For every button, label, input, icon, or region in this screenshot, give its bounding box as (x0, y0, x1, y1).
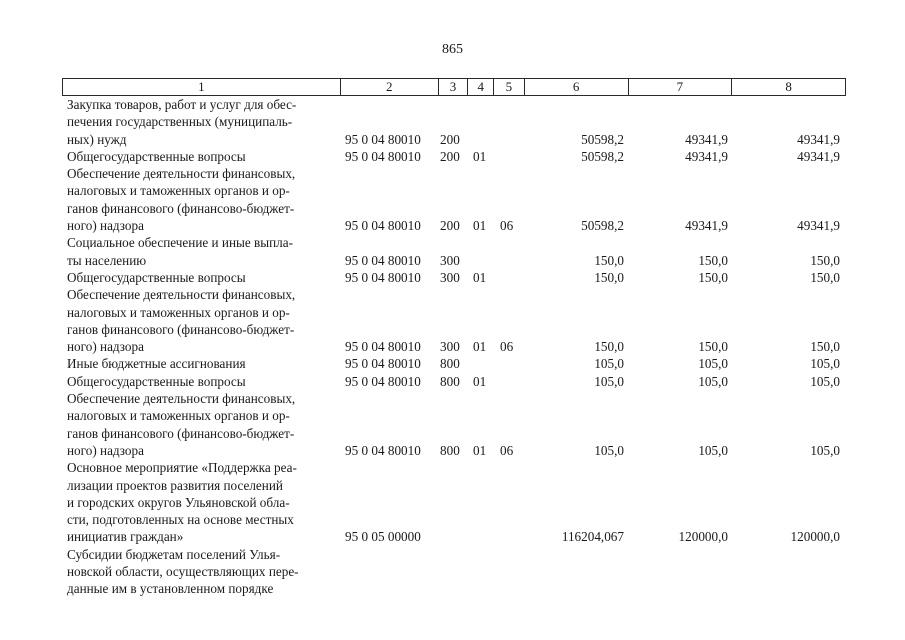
row-value-7: 49341,9 (685, 218, 728, 234)
row-value-6: 50598,2 (581, 131, 624, 147)
row-description-line: Закупка товаров, работ и услуг для обес- (67, 97, 297, 112)
row-rz: 01 (473, 148, 487, 164)
row-value-8: 150,0 (810, 252, 840, 268)
row-value-6: 150,0 (594, 269, 624, 285)
row-description-line: данные им в установленном порядке (67, 581, 274, 597)
row-value-6: 50598,2 (581, 218, 624, 234)
row-value-7: 105,0 (698, 442, 728, 458)
row-pr: 06 (500, 442, 514, 458)
row-code: 95 0 05 00000 (345, 529, 421, 545)
row-value-8: 49341,9 (797, 148, 840, 164)
row-value-7: 150,0 (698, 269, 728, 285)
table-row (62, 269, 846, 286)
row-code: 95 0 04 80010 (345, 339, 421, 355)
row-description-line: Социальное обеспечение и иные выпла- (67, 235, 293, 251)
table-row (62, 373, 846, 390)
row-description (62, 269, 342, 286)
header-col-3: 3 (438, 79, 468, 95)
row-code: 95 0 04 80010 (345, 373, 421, 389)
row-description-line: Общегосударственные вопросы (67, 373, 246, 389)
table-row (62, 546, 846, 598)
row-description (62, 286, 342, 355)
header-col-8: 8 (731, 79, 845, 95)
row-code: 95 0 04 80010 (345, 269, 421, 285)
row-value-7: 150,0 (698, 252, 728, 268)
row-code: 95 0 04 80010 (345, 252, 421, 268)
table-row (62, 390, 846, 459)
row-value-6: 116204,067 (561, 529, 624, 545)
row-value-8: 49341,9 (797, 131, 840, 147)
row-description (62, 546, 342, 598)
row-description-line: Обеспечение деятельности финансовых, (67, 391, 296, 407)
row-description (62, 234, 342, 269)
table-row (62, 234, 846, 269)
row-description-line: ного) надзора (67, 339, 144, 355)
row-value-8: 120000,0 (790, 529, 840, 545)
row-description-line: Обеспечение деятельности финансовых, (67, 287, 296, 303)
row-code: 95 0 04 80010 (345, 131, 421, 147)
row-description-line: сти, подготовленных на основе местных (67, 512, 294, 528)
header-col-6: 6 (524, 79, 628, 95)
row-description (62, 96, 342, 148)
row-code: 95 0 04 80010 (345, 356, 421, 372)
row-value-7: 120000,0 (678, 529, 728, 545)
row-rz: 01 (473, 373, 487, 389)
page-number: 865 (442, 42, 463, 57)
row-description-line: Иные бюджетные ассигнования (67, 356, 246, 372)
row-vr: 300 (440, 269, 460, 285)
row-description-line: ного) надзора (67, 442, 144, 458)
header-col-7: 7 (628, 79, 732, 95)
row-vr: 800 (440, 356, 460, 372)
row-description (62, 390, 342, 459)
row-code: 95 0 04 80010 (345, 442, 421, 458)
row-description (62, 355, 342, 372)
row-description-line: ты населению (67, 252, 147, 268)
row-value-6: 105,0 (594, 356, 624, 372)
row-description (62, 165, 342, 234)
row-pr: 06 (500, 339, 514, 355)
row-value-7: 105,0 (698, 373, 728, 389)
header-col-2: 2 (340, 79, 438, 95)
table-body (62, 96, 846, 598)
row-description-line: Обеспечение деятельности финансовых, (67, 166, 296, 182)
row-description-line: Общегосударственные вопросы (67, 148, 246, 164)
row-value-6: 150,0 (594, 252, 624, 268)
row-vr: 200 (440, 218, 460, 234)
row-description (62, 148, 342, 165)
row-value-7: 49341,9 (685, 131, 728, 147)
row-description (62, 459, 342, 545)
row-vr: 200 (440, 131, 460, 147)
row-rz: 01 (473, 218, 487, 234)
row-description-line: ного) надзора (67, 218, 144, 234)
row-vr: 800 (440, 442, 460, 458)
budget-table (62, 78, 846, 598)
table-row (62, 286, 846, 355)
row-value-8: 105,0 (810, 442, 840, 458)
row-vr: 200 (440, 148, 460, 164)
row-value-6: 50598,2 (581, 148, 624, 164)
row-description-line: налоговых и таможенных органов и ор- (67, 408, 290, 424)
table-row (62, 165, 846, 234)
header-col-4: 4 (467, 79, 493, 95)
row-description-line: налоговых и таможенных органов и ор- (67, 183, 290, 199)
row-description-line: налоговых и таможенных органов и ор- (67, 304, 290, 320)
row-description-line: ганов финансового (финансово-бюджет- (67, 200, 295, 216)
row-value-8: 49341,9 (797, 218, 840, 234)
row-value-6: 150,0 (594, 339, 624, 355)
row-rz: 01 (473, 339, 487, 355)
row-description-line: ных) нужд (67, 131, 127, 147)
table-header (62, 78, 846, 96)
row-value-6: 105,0 (594, 373, 624, 389)
row-rz: 01 (473, 269, 487, 285)
row-value-8: 150,0 (810, 339, 840, 355)
row-value-7: 150,0 (698, 339, 728, 355)
row-description-line: Субсидии бюджетам поселений Улья- (67, 546, 281, 562)
row-code: 95 0 04 80010 (345, 148, 421, 164)
row-code: 95 0 04 80010 (345, 218, 421, 234)
row-value-7: 105,0 (698, 356, 728, 372)
row-pr: 06 (500, 218, 514, 234)
row-description (62, 373, 342, 390)
row-description-line: ганов финансового (финансово-бюджет- (67, 321, 295, 337)
row-description-line: печения государственных (муниципаль- (67, 114, 293, 130)
row-rz: 01 (473, 442, 487, 458)
row-description-line: лизации проектов развития поселений (67, 477, 283, 493)
row-description-line: Общегосударственные вопросы (67, 269, 246, 285)
header-col-5: 5 (493, 79, 524, 95)
table-row (62, 459, 846, 545)
row-value-6: 105,0 (594, 442, 624, 458)
table-row (62, 148, 846, 165)
row-description-line: Основное мероприятие «Поддержка реа- (67, 460, 297, 476)
row-description-line: и городских округов Ульяновской обла- (67, 494, 290, 510)
table-row (62, 96, 846, 148)
row-vr: 300 (440, 252, 460, 268)
row-description-line: ганов финансового (финансово-бюджет- (67, 425, 295, 441)
row-value-7: 49341,9 (685, 148, 728, 164)
row-value-8: 105,0 (810, 373, 840, 389)
table-row (62, 355, 846, 372)
header-col-1: 1 (198, 79, 205, 94)
row-vr: 800 (440, 373, 460, 389)
row-vr: 300 (440, 339, 460, 355)
row-description-line: новской области, осуществляющих пере- (67, 564, 299, 580)
row-description-line: инициатив граждан» (67, 529, 184, 545)
row-value-8: 150,0 (810, 269, 840, 285)
row-value-8: 105,0 (810, 356, 840, 372)
